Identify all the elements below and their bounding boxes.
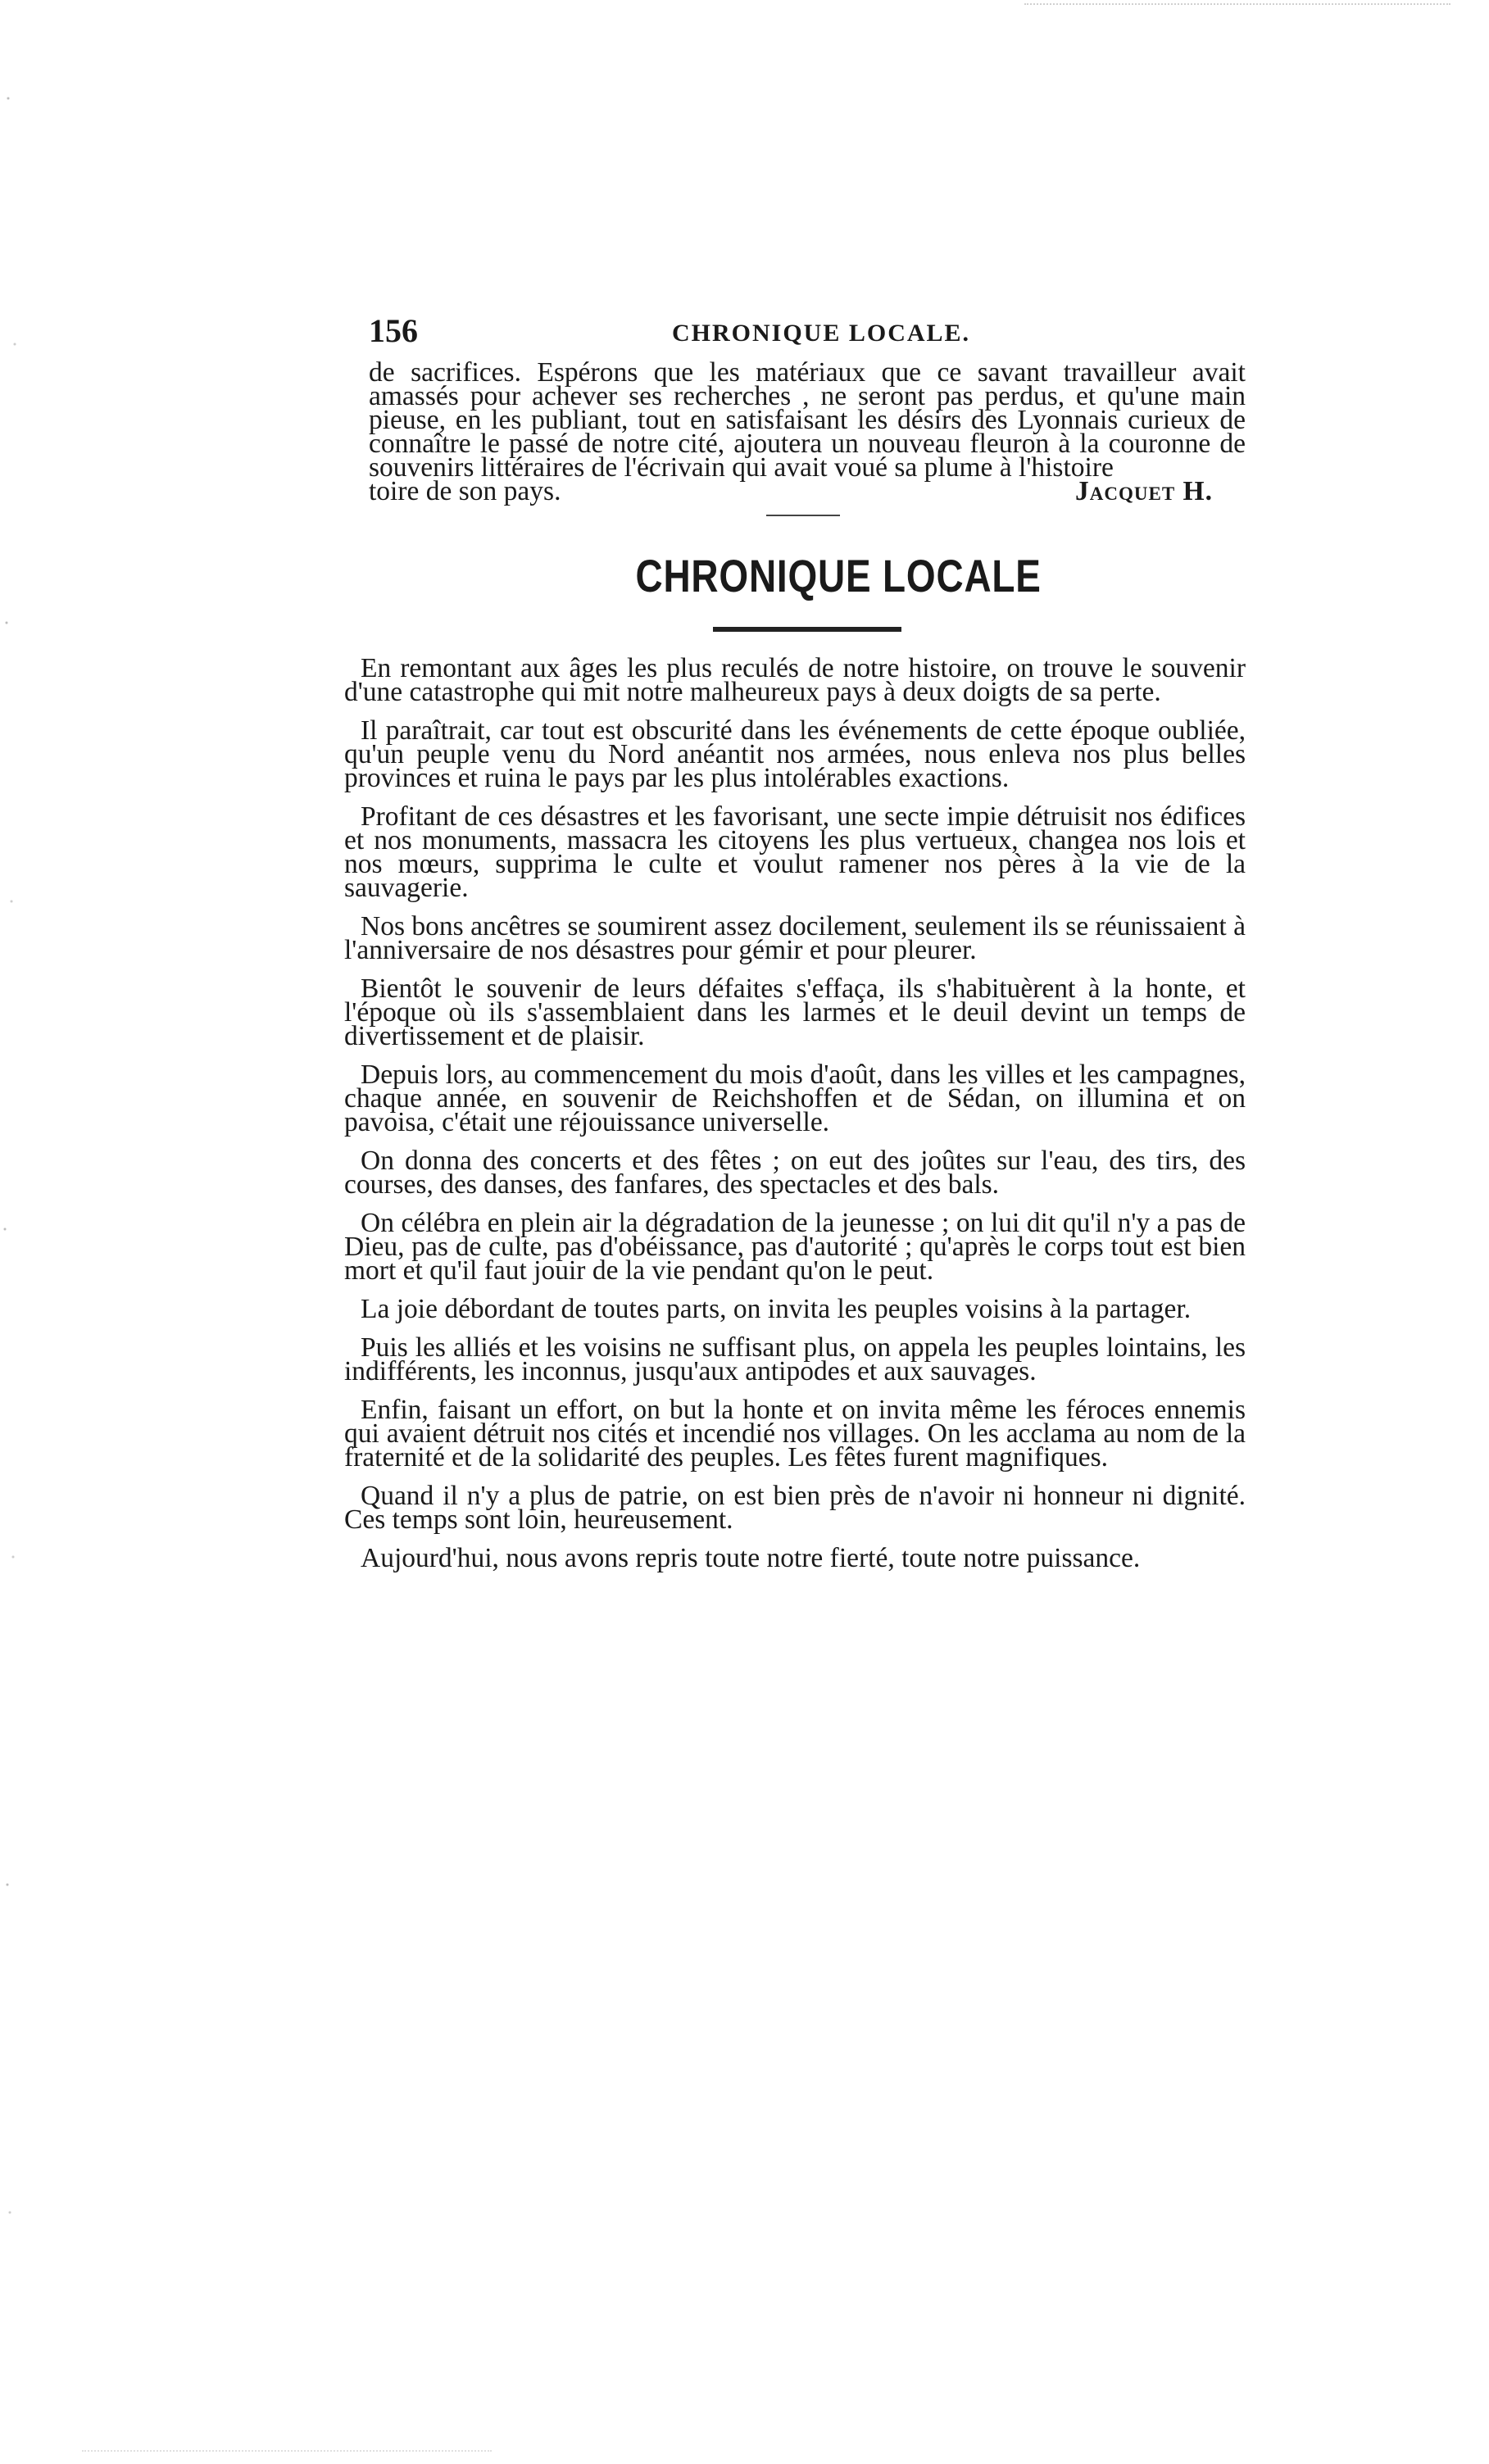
paragraph: Depuis lors, au commencement du mois d'août, dans les villes et les campagnes, chaque année, en souvenir de Reichshoffen et de Sédan, on illumina et on pavoisa, c'était une réjouissance universelle.	[344, 1060, 1246, 1137]
paragraph: Puis les alliés et les voisins ne suffisant plus, on appela les peuples lointains, les indifférents, les inconnus, jusqu'aux antipodes et aux sauvages.	[344, 1332, 1246, 1386]
paragraph: On donna des concerts et des fêtes ; on eut des joûtes sur l'eau, des tirs, des courses, des danses, des fanfares, des spectacles et des bals.	[344, 1146, 1246, 1200]
paragraph: Quand il n'y a plus de patrie, on est bien près de n'avoir ni honneur ni dignité. Ces temps sont loin, heureusement.	[344, 1481, 1246, 1535]
running-title: CHRONIQUE LOCALE.	[672, 320, 971, 347]
section-title: CHRONIQUE LOCALE	[635, 550, 1042, 601]
paragraph: Profitant de ces désastres et les favorisant, une secte impie détruisit nos édifices et nos monuments, massacra les citoyens les plus vertueux, changea nos lois et nos mœurs, supprima le culte et voulut ramener nos pères à la vie de la sauvagerie.	[344, 801, 1246, 903]
previous-article-ending	[344, 357, 1246, 506]
bottom-scan-rule	[82, 2450, 492, 2452]
title-rule	[713, 627, 901, 632]
paragraph: En remontant aux âges les plus reculés de notre histoire, on trouve le souvenir d'une catastrophe qui mit notre malheureux pays à deux doigts de sa perte.	[344, 653, 1246, 707]
paragraph: Bientôt le souvenir de leurs défaites s'effaça, ils s'habituèrent à la honte, et l'époque où ils s'assemblaient dans les larmes et le deuil devint un temps de divertissement et de plaisir.	[344, 973, 1246, 1051]
top-scan-rule	[1024, 3, 1450, 5]
scan-edge-specks	[0, 0, 33, 2464]
paragraph: On célébra en plein air la dégradation de la jeunesse ; on lui dit qu'il n'y a pas de Dieu, pas de culte, pas d'obéissance, pas d'autorité ; qu'après le corps tout est bien mort et qu'il faut jouir de la vie pendant qu'on le peut.	[344, 1208, 1246, 1286]
author-signature: Jacquet H.	[1075, 476, 1213, 506]
page-number: 156	[369, 312, 418, 349]
running-head	[344, 311, 1246, 361]
paragraph: Nos bons ancêtres se soumirent assez docilement, seulement ils se réunissaient à l'anniversaire de nos désastres pour gémir et pour pleurer.	[344, 911, 1246, 965]
separator-rule	[766, 515, 840, 516]
paragraph: Enfin, faisant un effort, on but la honte et on invita même les féroces ennemis qui avaient détruit nos cités et incendié nos villages. On les acclama au nom de la fraternité et de la solidarité des peuples. Les fêtes furent magnifiques.	[344, 1395, 1246, 1473]
paragraph: La joie débordant de toutes parts, on invita les peuples voisins à la partager.	[361, 1294, 1192, 1324]
text-column	[344, 311, 1246, 1573]
signature-line	[344, 476, 1246, 506]
previous-article-text: de sacrifices. Espérons que les matériaux que ce savant travailleur avait amassés pour achever ses recherches , ne seront pas perdus, et qu'une main pieuse, en les publiant, tout en satisfaisant les désirs des Lyonnais curieux de connaître le passé de notre cité, ajoutera un nouveau fleuron à la couronne de souvenirs littéraires de l'écrivain qui avait voué sa plume à l'histoire	[369, 357, 1246, 483]
previous-article-last-line: toire de son pays.	[369, 476, 561, 506]
paragraph: Il paraîtrait, car tout est obscurité dans les événements de cette époque oubliée, qu'un peuple venu du Nord anéantit nos armées, nous enleva nos plus belles provinces et ruina le pays par les plus intolérables exactions.	[344, 715, 1246, 793]
paragraph: Aujourd'hui, nous avons repris toute notre fierté, toute notre puissance.	[361, 1543, 1141, 1573]
article-body	[344, 653, 1246, 1573]
